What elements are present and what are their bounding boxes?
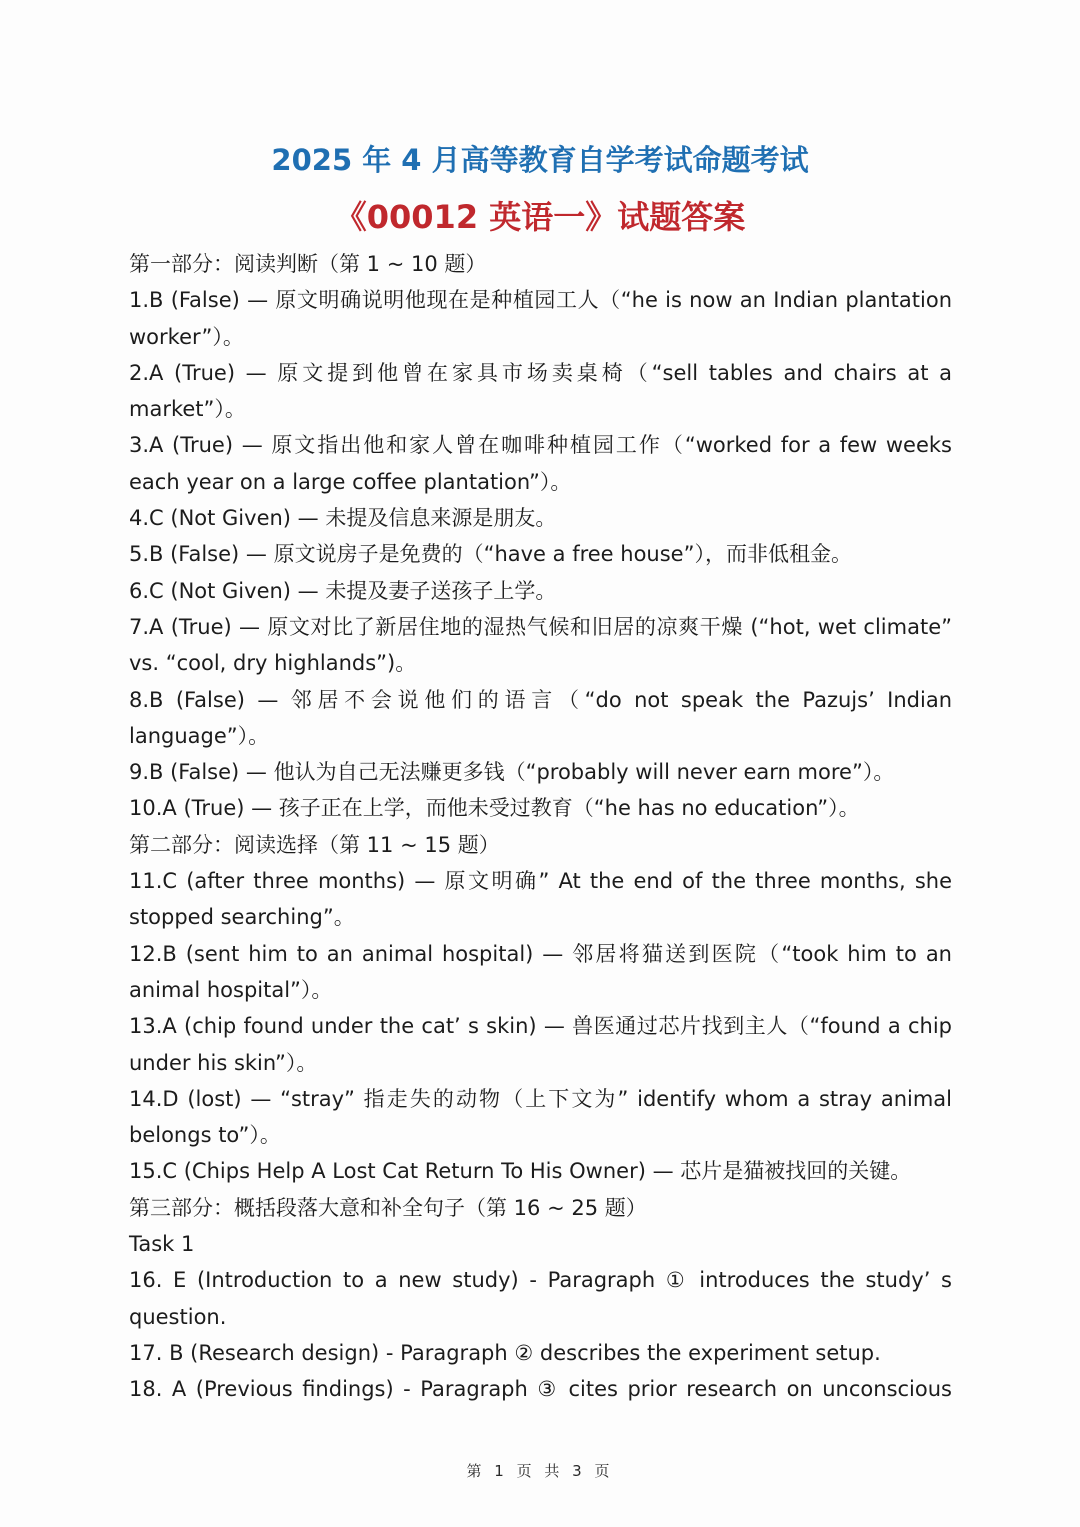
answer-15: 15.C (Chips Help A Lost Cat Return To His Owner) — 芯片是猫被找回的关键。 — [129, 1159, 912, 1184]
page-number: 第 1 页 共 3 页 — [466, 1462, 614, 1480]
answer-4: 4.C (Not Given) — 未提及信息来源是朋友。 — [129, 506, 557, 531]
answer-5: 5.B (False) — 原文说房子是免费的（“have a free house”），而非低租金。 — [129, 542, 852, 567]
answer-7-line-2: vs. “cool, dry highlands”)。 — [129, 651, 417, 676]
answer-13-line-2: under his skin”）。 — [129, 1050, 318, 1075]
answer-14-line-1: 14.D (lost) — “stray” 指走失的动物（上下文为” identify whom a stray animal — [129, 1086, 952, 1111]
task-1-label: Task 1 — [129, 1232, 195, 1257]
answer-2-line-1: 2.A (True) — 原文提到他曾在家具市场卖桌椅（“sell tables and chairs at a — [129, 360, 952, 385]
answer-11-line-1: 11.C (after three months) — 原文明确” At the end of the three months, she — [129, 869, 952, 894]
answer-3-line-1: 3.A (True) — 原文指出他和家人曾在咖啡种植园工作（“worked for a few weeks — [129, 433, 952, 458]
answer-1-line-1: 1.B (False) — 原文明确说明他现在是种植园工人（“he is now an Indian plantation — [129, 288, 952, 313]
answer-8-line-2: language”）。 — [129, 723, 270, 748]
answer-13-line-1: 13.A (chip found under the cat’ s skin) — 兽医通过芯片找到主人（“found a chip — [129, 1014, 952, 1039]
answer-14-line-2: belongs to”）。 — [129, 1123, 281, 1148]
answer-18-line-1: 18. A (Previous findings) - Paragraph ③ cites prior research on unconscious — [129, 1377, 952, 1402]
section-heading-2: 第二部分：阅读选择（第 11 ~ 15 题） — [129, 832, 500, 857]
answer-body — [129, 246, 952, 1408]
section-heading-1: 第一部分：阅读判断（第 1 ~ 10 题） — [129, 252, 487, 276]
subject-title: 《00012 英语一》试题答案 — [334, 198, 746, 236]
exam-title: 2025 年 4 月高等教育自学考试命题考试 — [271, 143, 809, 177]
answer-2-line-2: market”）。 — [129, 397, 246, 422]
answer-6: 6.C (Not Given) — 未提及妻子送孩子上学。 — [129, 578, 557, 603]
answer-3-line-2: each year on a large coffee plantation”）。 — [129, 469, 572, 494]
answer-7-line-1: 7.A (True) — 原文对比了新居住地的湿热气候和旧居的凉爽干燥 (“hot, wet climate” — [129, 614, 952, 639]
answer-16-line-1: 16. E (Introduction to a new study) - Paragraph ① introduces the study’ s — [129, 1268, 952, 1293]
answer-12-line-1: 12.B (sent him to an animal hospital) — 邻居将猫送到医院（“took him to an — [129, 941, 952, 966]
answer-10: 10.A (True) — 孩子正在上学，而他未受过教育（“he has no education”）。 — [129, 796, 860, 821]
section-heading-3: 第三部分：概括段落大意和补全句子（第 16 ~ 25 题） — [129, 1195, 647, 1220]
answer-8-line-1: 8.B (False) — 邻居不会说他们的语言（“do not speak the Pazujs’ Indian — [129, 687, 952, 712]
answer-17: 17. B (Research design) - Paragraph ② describes the experiment setup. — [129, 1340, 881, 1365]
answer-11-line-2: stopped searching”。 — [129, 905, 355, 930]
answer-12-line-2: animal hospital”）。 — [129, 977, 333, 1002]
answer-9: 9.B (False) — 他认为自己无法赚更多钱（“probably will never earn more”）。 — [129, 760, 895, 785]
answer-1-line-2: worker”）。 — [129, 324, 244, 349]
answer-16-line-2: question. — [129, 1304, 227, 1329]
